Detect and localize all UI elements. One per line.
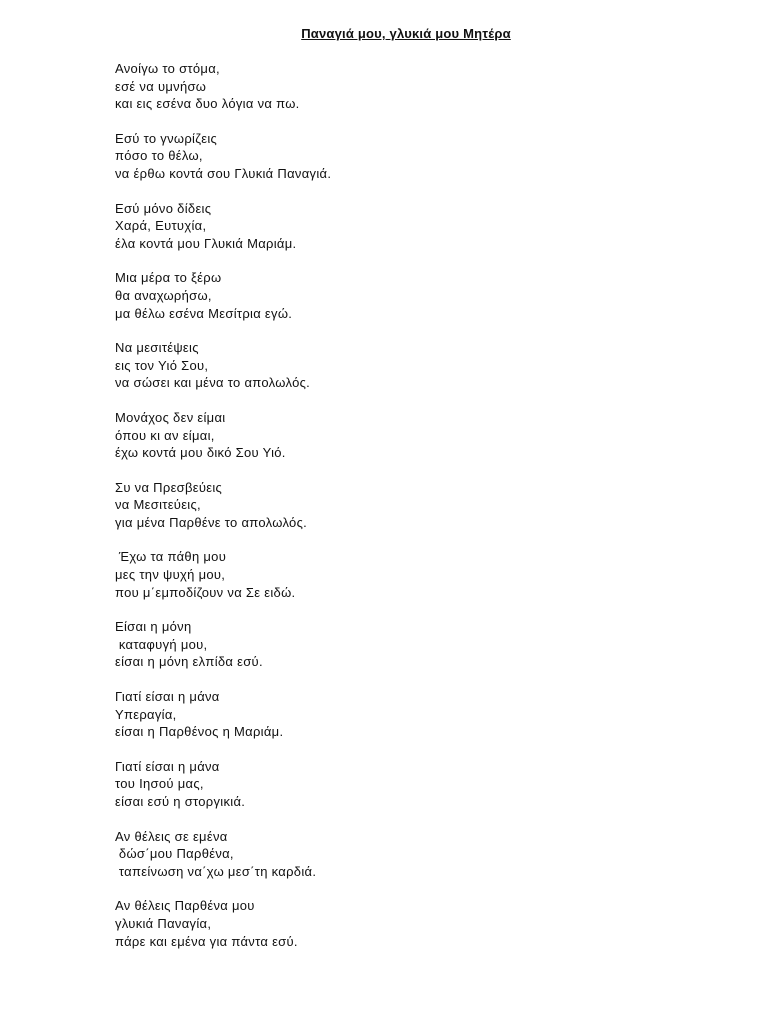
- poem-line: που μ΄εμποδίζουν να Σε ειδώ.: [115, 584, 296, 600]
- stanza: [115, 339, 675, 392]
- stanza: [115, 269, 675, 322]
- poem-line: να έρθω κοντά σου Γλυκιά Παναγιά.: [115, 165, 332, 181]
- stanza: [115, 409, 675, 462]
- stanza: [115, 758, 675, 811]
- poem-line: έχω κοντά μου δικό Σου Υιό.: [115, 445, 286, 461]
- poem-line: Υπεραγία,: [115, 706, 177, 722]
- poem-line: για μένα Παρθένε το απολωλός.: [115, 514, 308, 530]
- poem-line: να Μεσιτεύεις,: [115, 497, 201, 513]
- poem-line: εις τον Υιό Σου,: [115, 357, 209, 373]
- poem-line: εσέ να υμνήσω: [115, 78, 207, 94]
- poem-line: καταφυγή μου,: [115, 636, 208, 652]
- poem-line: Μια μέρα το ξέρω: [115, 270, 222, 286]
- stanza: [115, 548, 675, 601]
- stanza: [115, 688, 675, 741]
- poem-line: Ανοίγω το στόμα,: [115, 61, 220, 76]
- poem-line: έλα κοντά μου Γλυκιά Μαριάμ.: [115, 235, 297, 251]
- poem-line: πάρε και εμένα για πάντα εσύ.: [115, 933, 298, 949]
- poem-title: Παναγιά μου, γλυκιά μου Μητέρα: [301, 26, 511, 41]
- poem-line: Γιατί είσαι η μάνα: [115, 758, 220, 774]
- poem-line: Συ να Πρεσβεύεις: [115, 479, 223, 495]
- poem-line: Εσύ το γνωρίζεις: [115, 130, 218, 146]
- poem-line: πόσο το θέλω,: [115, 148, 203, 164]
- stanza: [115, 60, 675, 113]
- poem-line: Χαρά, Ευτυχία,: [115, 218, 207, 234]
- poem-line: Να μεσιτέψεις: [115, 340, 199, 356]
- poem-line: και εις εσένα δυο λόγια να πω.: [115, 96, 300, 112]
- poem-line: δώσ΄μου Παρθένα,: [115, 846, 234, 862]
- stanza: [115, 479, 675, 532]
- poem-line: όπου κι αν είμαι,: [115, 427, 215, 443]
- poem-line: Γιατί είσαι η μάνα: [115, 689, 220, 705]
- stanza: [115, 897, 675, 950]
- poem-line: μα θέλω εσένα Μεσίτρια εγώ.: [115, 305, 293, 321]
- poem-line: Έχω τα πάθη μου: [115, 549, 227, 565]
- poem-line: είσαι η Παρθένος η Μαριάμ.: [115, 724, 284, 740]
- poem-line: Μονάχος δεν είμαι: [115, 409, 226, 425]
- poem-line: να σώσει και μένα το απολωλός.: [115, 375, 311, 391]
- poem-line: είσαι η μόνη ελπίδα εσύ.: [115, 654, 263, 670]
- stanza: [115, 200, 675, 253]
- poem-line: θα αναχωρήσω,: [115, 287, 212, 303]
- poem-line: Αν θέλεις Παρθένα μου: [115, 898, 255, 914]
- poem-line: είσαι εσύ η στοργικιά.: [115, 794, 246, 809]
- poem-line: ταπείνωση να΄χω μεσ΄τη καρδιά.: [115, 863, 317, 879]
- poem-body: [115, 60, 675, 967]
- stanza: [115, 828, 675, 881]
- poem-line: Αν θέλεις σε εμένα: [115, 828, 228, 844]
- poem-line: Είσαι η μόνη: [115, 619, 192, 635]
- poem-line: του Ιησού μας,: [115, 776, 204, 792]
- poem-line: γλυκιά Παναγία,: [115, 915, 212, 931]
- poem-line: μες την ψυχή μου,: [115, 567, 226, 583]
- stanza: [115, 618, 675, 671]
- stanza: [115, 130, 675, 183]
- poem-line: Εσύ μόνο δίδεις: [115, 200, 212, 216]
